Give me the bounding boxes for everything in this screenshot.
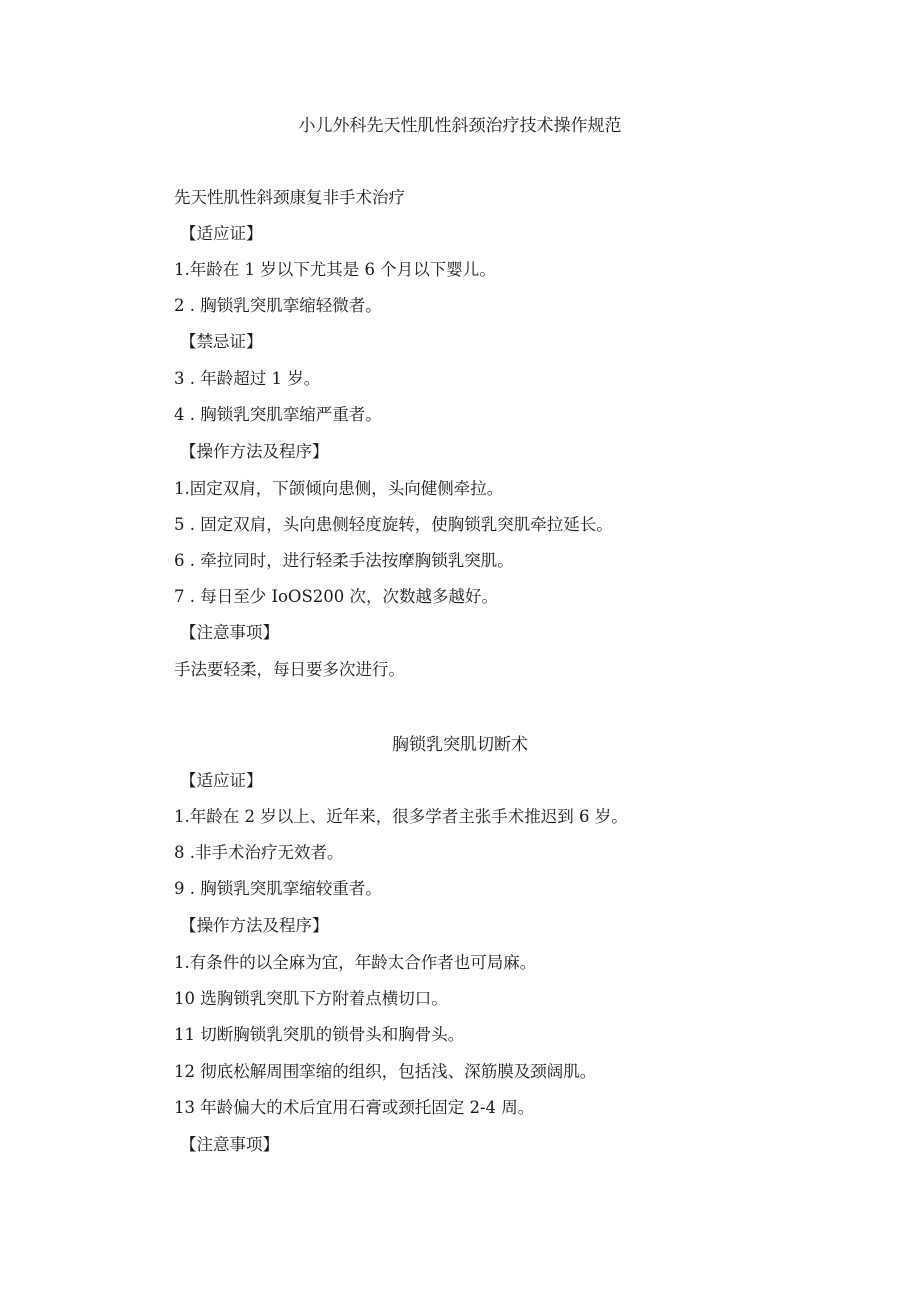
section2-heading: 胸锁乳突肌切断术 <box>392 735 528 755</box>
section1-procedure-label: 【操作方法及程序】 <box>180 442 329 461</box>
section1-procedure-item: 6 . 牵拉同时，进行轻柔手法按摩胸锁乳突肌。 <box>174 551 514 570</box>
document-title: 小儿外科先天性肌性斜颈治疗技术操作规范 <box>298 116 622 136</box>
section2-notes-label: 【注意事项】 <box>180 1135 279 1154</box>
section1-notes-text: 手法要轻柔，每日要多次进行。 <box>174 660 405 679</box>
section2-procedure-item: 11 切断胸锁乳突肌的锁骨头和胸骨头。 <box>174 1025 465 1044</box>
section1-indication-item: 1.年龄在 1 岁以下尤其是 6 个月以下婴儿。 <box>174 260 496 279</box>
section1-indications-label: 【适应证】 <box>180 224 263 243</box>
section2-procedure-item: 12 彻底松解周围挛缩的组织，包括浅、深筋膜及颈阔肌。 <box>174 1062 597 1081</box>
section1-heading: 先天性肌性斜颈康复非手术治疗 <box>174 188 405 207</box>
section1-procedure-item: 5 . 固定双肩，头向患侧轻度旋转，使胸锁乳突肌牵拉延长。 <box>174 515 613 534</box>
section2-indications-label: 【适应证】 <box>180 771 263 790</box>
section1-procedure-item: 7 . 每日至少 IoOS200 次，次数越多越好。 <box>174 587 498 606</box>
section1-contraindication-item: 4 . 胸锁乳突肌挛缩严重者。 <box>174 405 382 424</box>
section2-indication-item: 9 . 胸锁乳突肌挛缩较重者。 <box>174 879 382 898</box>
section1-procedure-item: 1.固定双肩，下颌倾向患侧，头向健侧牵拉。 <box>174 479 504 498</box>
section2-procedure-item: 13 年龄偏大的术后宜用石膏或颈托固定 2-4 周。 <box>174 1098 535 1117</box>
section1-indication-item: 2 . 胸锁乳突肌挛缩轻微者。 <box>174 296 382 315</box>
section1-contraindication-item: 3 . 年龄超过 1 岁。 <box>174 369 321 388</box>
section2-procedure-item: 10 选胸锁乳突肌下方附着点横切口。 <box>174 989 448 1008</box>
section2-indication-item: 1.年龄在 2 岁以上、近年来，很多学者主张手术推迟到 6 岁。 <box>174 807 628 826</box>
section2-procedure-item: 1.有条件的以全麻为宜，年龄太合作者也可局麻。 <box>174 953 537 972</box>
section2-procedure-label: 【操作方法及程序】 <box>180 916 329 935</box>
section1-notes-label: 【注意事项】 <box>180 623 279 642</box>
section2-indication-item: 8 .非手术治疗无效者。 <box>174 843 344 862</box>
section1-contraindications-label: 【禁忌证】 <box>180 332 263 351</box>
